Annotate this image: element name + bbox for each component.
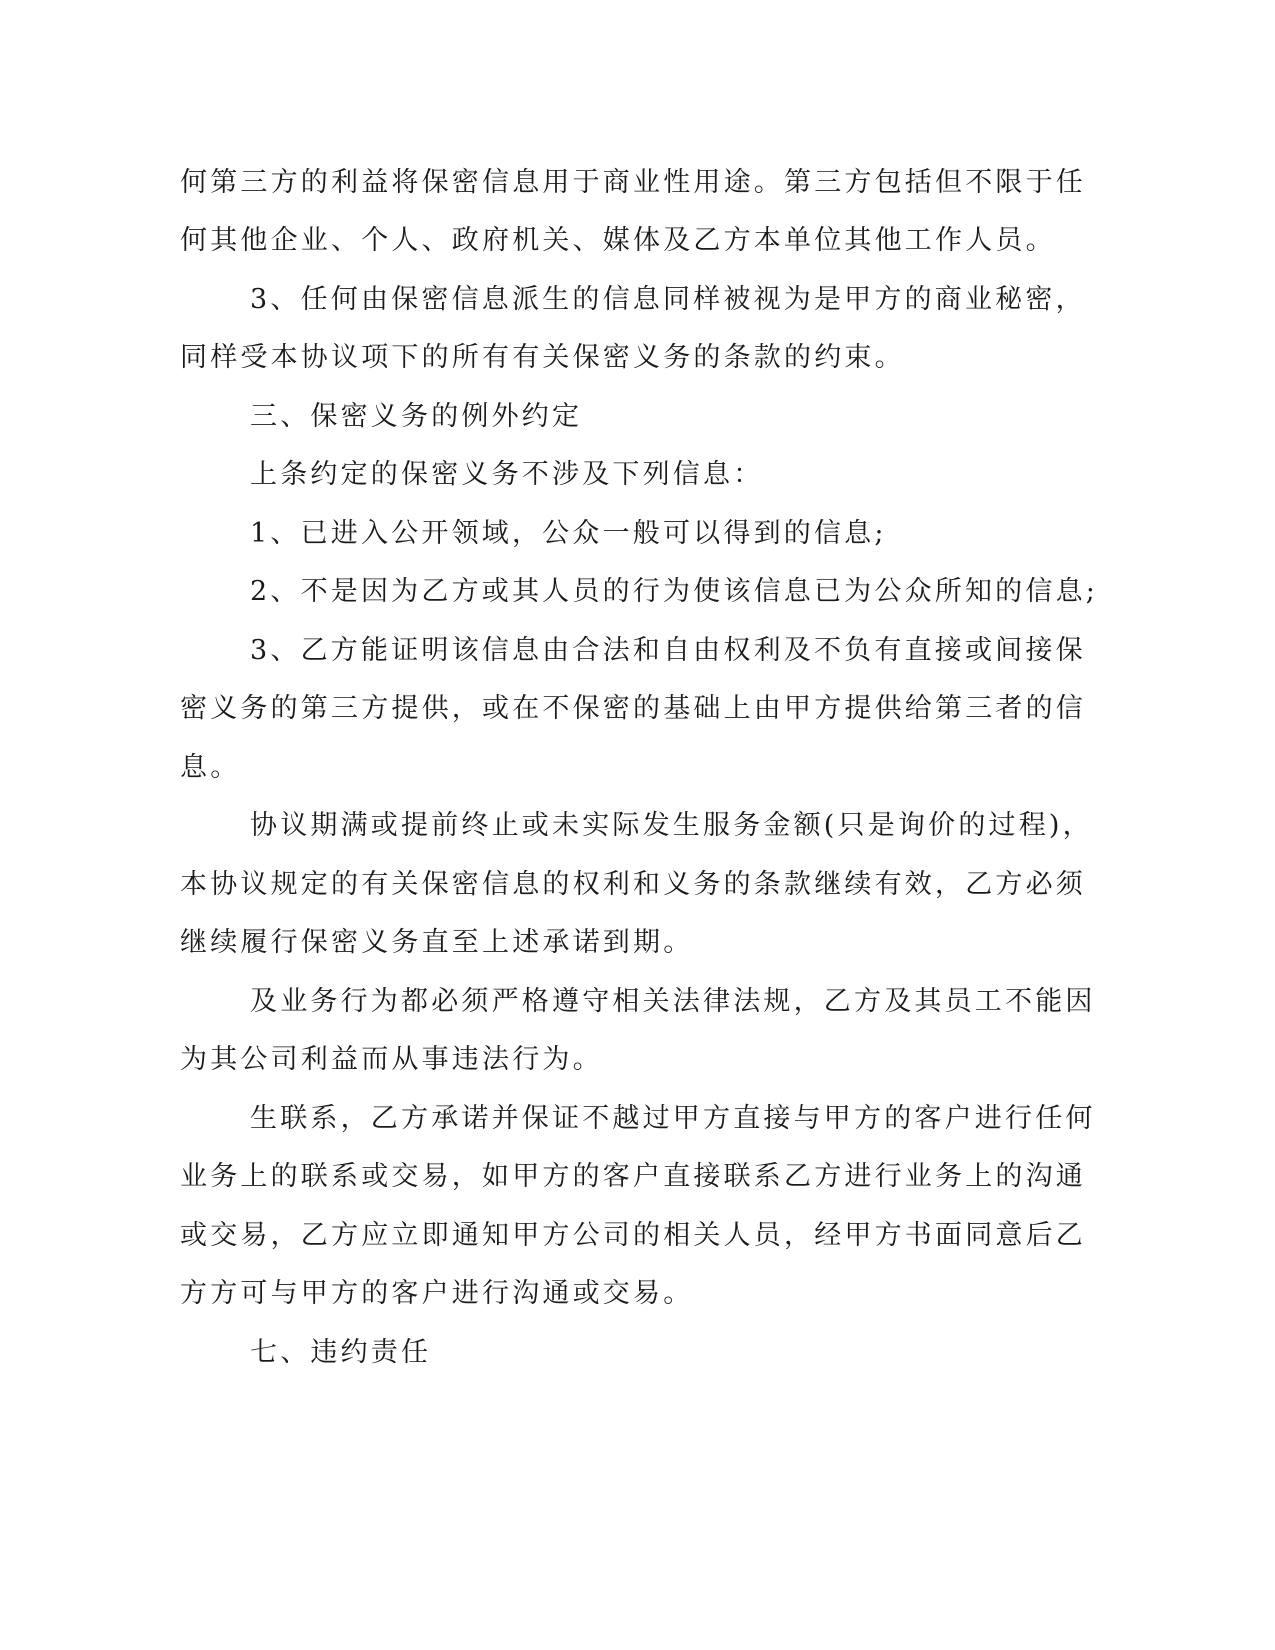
text-line: 继续履行保密义务直至上述承诺到期。 xyxy=(180,927,694,958)
text-line: 协议期满或提前终止或未实际发生服务金额(只是询价的过程)， xyxy=(250,810,1093,841)
text-line: 生联系，乙方承诺并保证不越过甲方直接与甲方的客户进行任何 xyxy=(250,1103,1096,1134)
text-line: 上条约定的保密义务不涉及下列信息： xyxy=(250,459,764,490)
text-line: 何第三方的利益将保密信息用于商业性用途。第三方包括但不限于任 xyxy=(180,167,1086,198)
text-line: 或交易，乙方应立即通知甲方公司的相关人员，经甲方书面同意后乙 xyxy=(180,1220,1086,1251)
text-line: 业务上的联系或交易，如甲方的客户直接联系乙方进行业务上的沟通 xyxy=(180,1161,1086,1192)
text-line: 同样受本协议项下的所有有关保密义务的条款的约束。 xyxy=(180,342,905,373)
text-line: 息。 xyxy=(180,752,241,783)
section-heading: 七、违约责任 xyxy=(250,1337,432,1368)
section-heading: 三、保密义务的例外约定 xyxy=(250,401,583,432)
list-item: 2、不是因为乙方或其人员的行为使该信息已为公众所知的信息; xyxy=(250,576,1099,607)
text-line: 方方可与甲方的客户进行沟通或交易。 xyxy=(180,1278,694,1309)
text-line: 本协议规定的有关保密信息的权利和义务的条款继续有效，乙方必须 xyxy=(180,869,1086,900)
text-line: 及业务行为都必须严格遵守相关法律法规，乙方及其员工不能因 xyxy=(250,986,1096,1017)
text-line: 3、任何由保密信息派生的信息同样被视为是甲方的商业秘密， xyxy=(250,284,1086,315)
list-item: 3、乙方能证明该信息由合法和自由权利及不负有直接或间接保 xyxy=(250,635,1086,666)
text-line: 为其公司利益而从事违法行为。 xyxy=(180,1044,603,1075)
text-line: 密义务的第三方提供，或在不保密的基础上由甲方提供给第三者的信 xyxy=(180,693,1086,724)
list-item: 1、已进入公开领域，公众一般可以得到的信息; xyxy=(250,518,887,549)
text-line: 何其他企业、个人、政府机关、媒体及乙方本单位其他工作人员。 xyxy=(180,225,1056,256)
